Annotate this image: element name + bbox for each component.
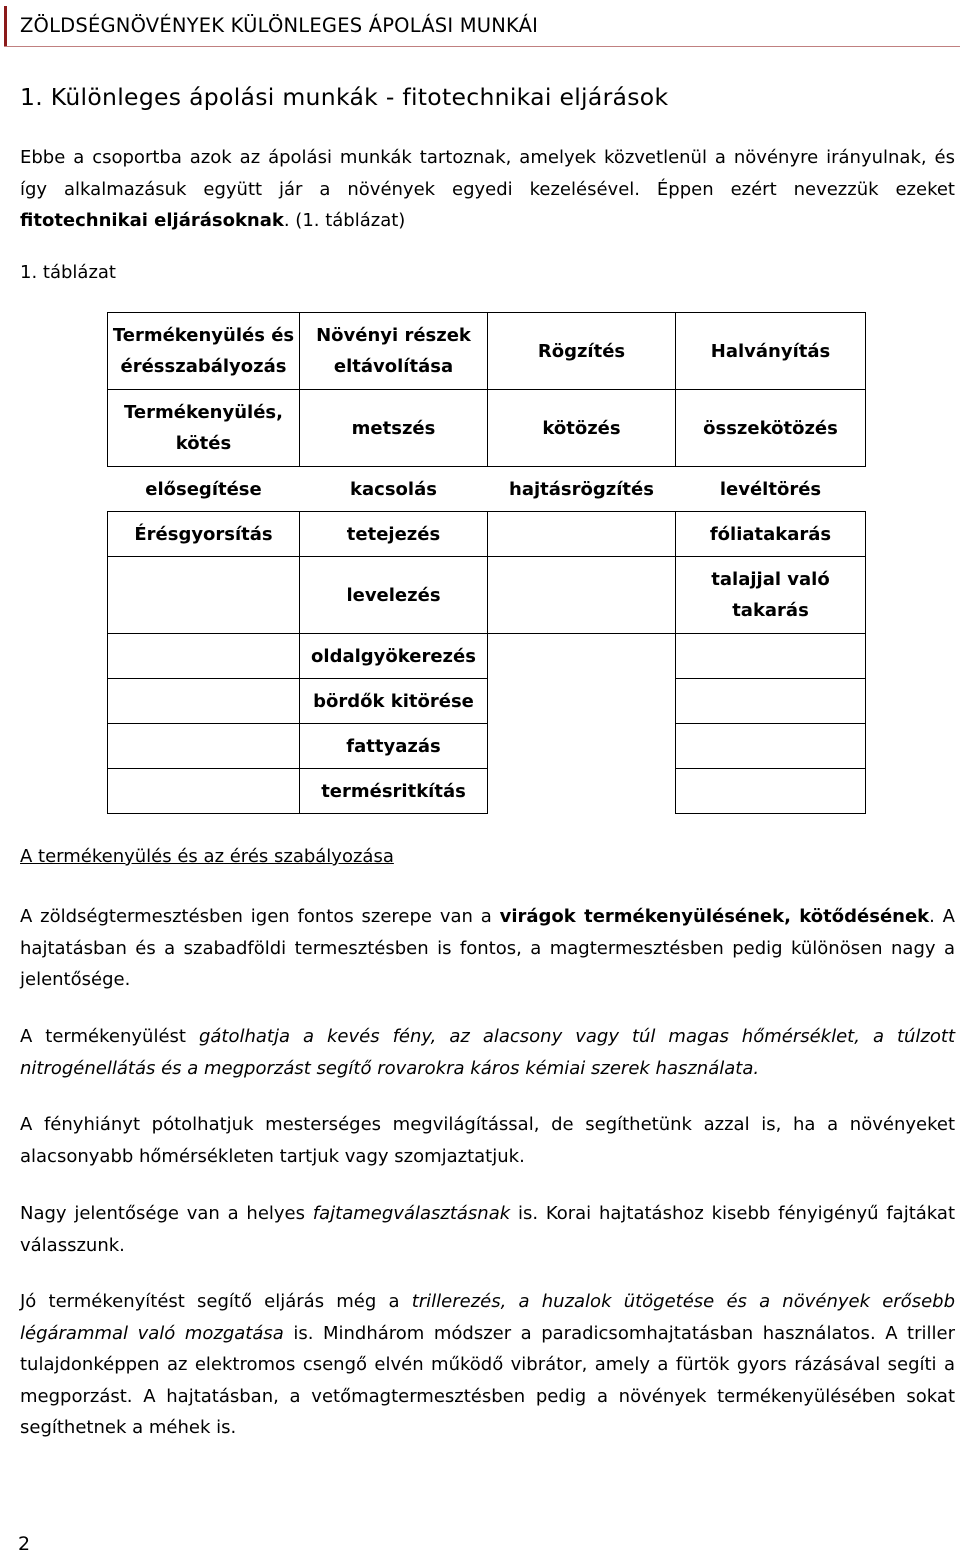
table-cell-empty — [108, 769, 300, 814]
table-cell: levéltörés — [719, 478, 822, 500]
intro-paragraph — [20, 142, 955, 237]
table-cell: Termékenyülés, kötés — [108, 390, 300, 467]
paragraph-bold: virágok termékenyülésének, kötődésének — [499, 906, 930, 927]
intro-text-end: . (1. táblázat) — [283, 210, 406, 231]
table-row — [108, 769, 866, 814]
paragraph — [20, 1286, 955, 1444]
paragraph-italic: gátolhatja a kevés fény, az alacsony vagy túl magas hőmérséklet, a túlzott nitrogénellátás és a megporzást segítő rovarokra káros kémiai szerek használata. — [20, 1026, 956, 1079]
page-number: 2 — [18, 1533, 31, 1555]
paragraph-text: A fényhiányt pótolhatjuk mesterséges megvilágítással, de segíthetünk azzal is, ha a növényeket alacsonyabb hőmérsékleten tartjuk vagy szomjaztatjuk. — [20, 1114, 955, 1167]
table-cell — [488, 512, 676, 557]
intro-bold-term: fitotechnikai eljárásoknak — [20, 210, 284, 231]
paragraph — [20, 1021, 955, 1084]
running-header: ZÖLDSÉGNÖVÉNYEK KÜLÖNLEGES ÁPOLÁSI MUNKÁI — [20, 14, 539, 37]
table-cell: termésritkítás — [300, 769, 488, 814]
paragraph-italic: trillerezés, a huzalok ütögetése és a növények erősebb légárammal való mozgatása — [20, 1291, 955, 1344]
header-accent-bar — [4, 6, 7, 46]
table-cell: összekötözés — [676, 390, 866, 467]
table-row — [108, 634, 866, 679]
table-cell: elősegítése — [145, 478, 262, 500]
paragraph-text: Nagy jelentősége van a helyes — [20, 1203, 313, 1224]
paragraph-italic: fajtamegválasztásnak — [312, 1203, 511, 1224]
paragraph — [20, 901, 955, 996]
table-cell: metszés — [300, 390, 488, 467]
table-cell: kötözés — [488, 390, 676, 467]
paragraph-text: A termékenyülést — [20, 1026, 199, 1047]
table-cell: tetejezés — [300, 512, 488, 557]
paragraph — [20, 1109, 955, 1172]
table-cell-empty — [676, 724, 866, 769]
table-cell: bördők kitörése — [300, 679, 488, 724]
table-cell-empty — [108, 634, 300, 679]
table-cell: kacsolás — [350, 478, 437, 500]
paragraph — [20, 1198, 955, 1261]
table-cell — [108, 557, 300, 634]
table-cell: talajjal való takarás — [676, 557, 866, 634]
table-cell-empty — [108, 724, 300, 769]
table-cell: levelezés — [300, 557, 488, 634]
table-cell: Érésgyorsítás — [108, 512, 300, 557]
paragraph-text: Jó termékenyítést segítő eljárás még a — [20, 1291, 412, 1312]
section-heading: 1. Különleges ápolási munkák - fitotechnikai eljárások — [20, 83, 669, 111]
table-row — [108, 724, 866, 769]
table-caption: 1. táblázat — [20, 262, 116, 283]
table-row — [108, 679, 866, 724]
table-header-row — [108, 313, 866, 390]
table-cell — [488, 557, 676, 634]
table-cell: fattyazás — [300, 724, 488, 769]
intro-text: Ebbe a csoportba azok az ápolási munkák tartoznak, amelyek közvetlenül a növényre irányulnak, és így alkalmazásuk együtt jár a növények egyedi kezelésével. Éppen ezért nevezzük ezeket — [20, 147, 955, 200]
paragraph-text: A zöldségtermesztésben igen fontos szerepe van a — [20, 906, 500, 927]
table-cell-empty — [676, 679, 866, 724]
table-header-cell: Rögzítés — [488, 313, 676, 390]
table-cell-empty — [676, 769, 866, 814]
table-cell: fóliatakarás — [676, 512, 866, 557]
table-cell: hajtásrögzítés — [509, 478, 654, 500]
subheading: A termékenyülés és az érés szabályozása — [20, 846, 394, 867]
table-row — [108, 390, 866, 467]
table-cell-empty — [676, 634, 866, 679]
table-row — [108, 557, 866, 634]
table-cell: oldalgyökerezés — [300, 634, 488, 679]
table-header-cell: Halványítás — [676, 313, 866, 390]
paragraph-text: . A hajtatásban és a szabadföldi termesztésben is fontos, a magtermesztésben pedig különösen nagy a jelentősége. — [20, 906, 955, 990]
header-divider — [4, 46, 960, 47]
fitotechnika-table — [107, 312, 866, 814]
table-header-cell: Növényi részek eltávolítása — [300, 313, 488, 390]
paragraph-text: is. Mindhárom módszer a paradicsomhajtatásban használatos. A triller tulajdonképpen az elektromos csengő elvén működő vibrátor, amely a fürtök gyors rázásával segíti a megporzást. A hajtatásban, a vetőmagtermesztésben pedig a növények termékenyülésében sokat segíthetnek a méhek is. — [20, 1322, 955, 1438]
table-header-cell: Termékenyülés és érésszabályozás — [108, 313, 300, 390]
table-row — [108, 512, 866, 557]
table-row — [108, 467, 866, 512]
paragraph-text: is. Korai hajtatáshoz kisebb fényigényű fajtákat válasszunk. — [20, 1203, 955, 1256]
table-cell-empty — [108, 679, 300, 724]
